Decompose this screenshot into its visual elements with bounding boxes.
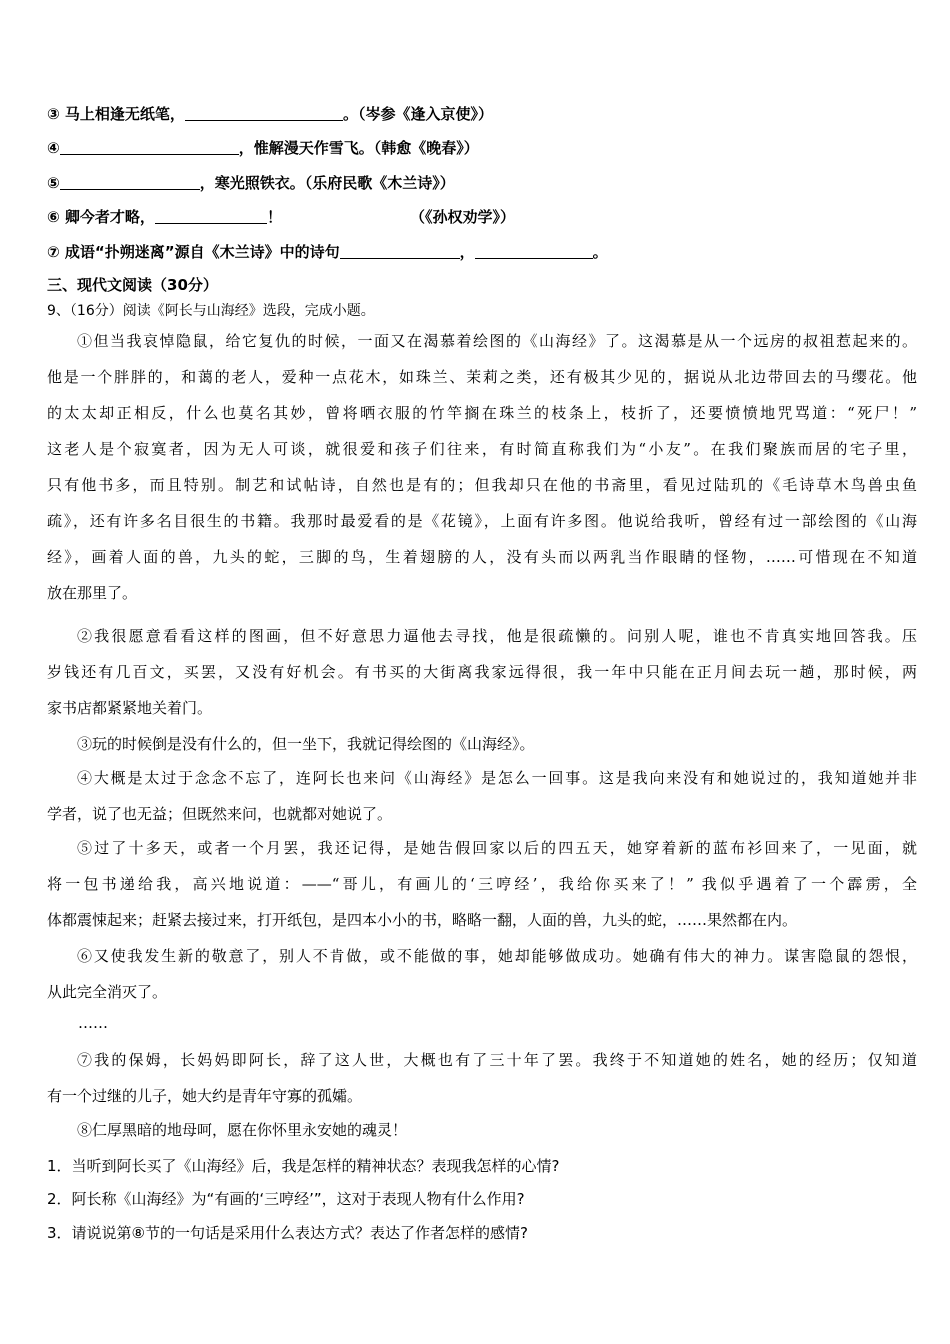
answer-blank[interactable] — [155, 209, 267, 224]
passage-line: ⑧仁厚黑暗的地母呵，愿在你怀里永安她的魂灵！ — [77, 1121, 408, 1139]
passage-line: 将一包书递给我，高兴地说道：——“哥儿，有画儿的‘三哼经’，我给你买来了！” 我似乎遇着了一个霹雳，全 — [47, 875, 917, 893]
passage-paragraph-1 — [47, 323, 917, 611]
passage-line: ①但当我哀悼隐鼠，给它复仇的时候，一面又在渴慕着绘图的《山海经》了。这渴慕是从一个远房的叔祖惹起来的。 — [77, 332, 917, 350]
sub-question-1: 1．当听到阿长买了《山海经》后，我是怎样的精神状态？表现我怎样的心情? — [47, 1157, 560, 1175]
fill-blank-3-suffix: 。（岑参《逢入京使》） — [342, 105, 493, 123]
passage-paragraph-6 — [47, 938, 917, 1010]
passage-line: 放在那里了。 — [47, 584, 138, 602]
fill-blank-6-suffix: ！ — [266, 208, 282, 226]
passage-line: 从此完全消灭了。 — [47, 983, 168, 1001]
answer-blank[interactable] — [340, 244, 460, 259]
passage-line: ⑤过了十多天，或者一个月罢，我还记得，是她告假回家以后的四五天，她穿着新的蓝布衫回来了，一见面，就 — [77, 839, 917, 857]
fill-blank-6-prefix: ⑥ 卿今者才略， — [47, 208, 155, 226]
fill-blank-4-suffix: ，惟解漫天作雪飞。（韩愈《晚春》） — [238, 139, 479, 157]
fill-blank-3-prefix: ③ 马上相逢无纸笔， — [47, 105, 185, 123]
passage-line: ⑥又使我发生新的敬意了，别人不肯做，或不能做的事，她却能够做成功。她确有伟大的神力。谋害隐鼠的怨恨， — [77, 947, 917, 965]
passage-line: ②我很愿意看看这样的图画，但不好意思力逼他去寻找，他是很疏懒的。问别人呢，谁也不肯真实地回答我。压 — [77, 627, 917, 645]
sub-question-3: 3．请说说第⑧节的一句话是采用什么表达方式？表达了作者怎样的感情? — [47, 1224, 528, 1242]
answer-blank[interactable] — [60, 175, 200, 190]
fill-blank-4-prefix: ④ — [47, 139, 60, 157]
passage-line: 他是一个胖胖的，和蔼的老人，爱种一点花木，如珠兰、茉莉之类，还有极其少见的，据说从北边带回去的马缨花。他 — [47, 368, 917, 386]
fill-blank-5-prefix: ⑤ — [47, 174, 60, 192]
fill-blank-5 — [47, 172, 455, 193]
passage-paragraph-3 — [47, 726, 917, 762]
passage-line: ③玩的时候倒是没有什么的，但一坐下，我就记得绘图的《山海经》。 — [77, 735, 535, 753]
fill-blank-5-suffix: ，寒光照铁衣。（乐府民歌《木兰诗》） — [199, 174, 455, 192]
passage-line: 学者，说了也无益；但既然来问，也就都对她说了。 — [47, 805, 393, 823]
passage-paragraph-2 — [47, 618, 917, 726]
passage-line: 只有他书多，而且特别。制艺和试帖诗，自然也是有的；但我却只在他的书斋里，看见过陆玑的《毛诗草木鸟兽虫鱼 — [47, 476, 917, 494]
passage-line: 体都震悚起来；赶紧去接过来，打开纸包，是四本小小的书，略略一翻，人面的兽，九头的蛇，……果然都在内。 — [47, 911, 798, 929]
fill-blank-7-prefix: ⑦ 成语“扑朔迷离”源自《木兰诗》中的诗句 — [47, 243, 340, 261]
passage-line: 家书店都紧紧地关着门。 — [47, 699, 213, 717]
passage-paragraph-7 — [47, 1042, 917, 1114]
question-intro: 9、（16分）阅读《阿长与山海经》选段，完成小题。 — [47, 303, 375, 319]
passage-paragraph-8 — [47, 1112, 917, 1148]
section-title: 三、现代文阅读（30分） — [47, 276, 218, 294]
fill-blank-6-source: （《孙权劝学》） — [410, 208, 516, 226]
answer-blank[interactable] — [60, 140, 239, 155]
passage-line: 这老人是个寂寞者，因为无人可谈，就很爱和孩子们往来，有时简直称我们为“小友”。在我们聚族而居的宅子里， — [47, 440, 917, 458]
passage-line: 的太太却正相反，什么也莫名其妙，曾将晒衣服的竹竿搁在珠兰的枝条上，枝折了，还要愤愤地咒骂道：“死尸！” — [47, 404, 917, 422]
passage-line: ④大概是太过于念念不忘了，连阿长也来问《山海经》是怎么一回事。这是我向来没有和她说过的，我知道她并非 — [77, 769, 917, 787]
sub-question-2: 2．阿长称《山海经》为“有画的‘三哼经’”，这对于表现人物有什么作用? — [47, 1190, 525, 1208]
fill-blank-6 — [47, 206, 282, 227]
passage-line: 有一个过继的儿子，她大约是青年守寡的孤孀。 — [47, 1087, 363, 1105]
fill-blank-7-middle: ， — [459, 243, 475, 261]
fill-blank-7-suffix: 。 — [592, 243, 608, 261]
answer-blank[interactable] — [475, 244, 593, 259]
fill-blank-7 — [47, 241, 608, 262]
passage-ellipsis: …… — [78, 1014, 108, 1032]
fill-blank-4 — [47, 137, 479, 158]
passage-paragraph-4 — [47, 760, 917, 832]
passage-line: ⑦我的保姆，长妈妈即阿长，辞了这人世，大概也有了三十年了罢。我终于不知道她的姓名，她的经历；仅知道 — [77, 1051, 917, 1069]
answer-blank[interactable] — [185, 106, 343, 121]
fill-blank-3 — [47, 103, 493, 124]
passage-paragraph-5 — [47, 830, 917, 938]
passage-line: 疏》，还有许多名目很生的书籍。我那时最爱看的是《花镜》，上面有许多图。他说给我听，曾经有过一部绘图的《山海 — [47, 512, 917, 530]
passage-line: 经》，画着人面的兽，九头的蛇，三脚的鸟，生着翅膀的人，没有头而以两乳当作眼睛的怪物，……可惜现在不知道 — [47, 548, 917, 566]
passage-line: 岁钱还有几百文，买罢，又没有好机会。有书买的大街离我家远得很，我一年中只能在正月间去玩一趟，那时候，两 — [47, 663, 917, 681]
